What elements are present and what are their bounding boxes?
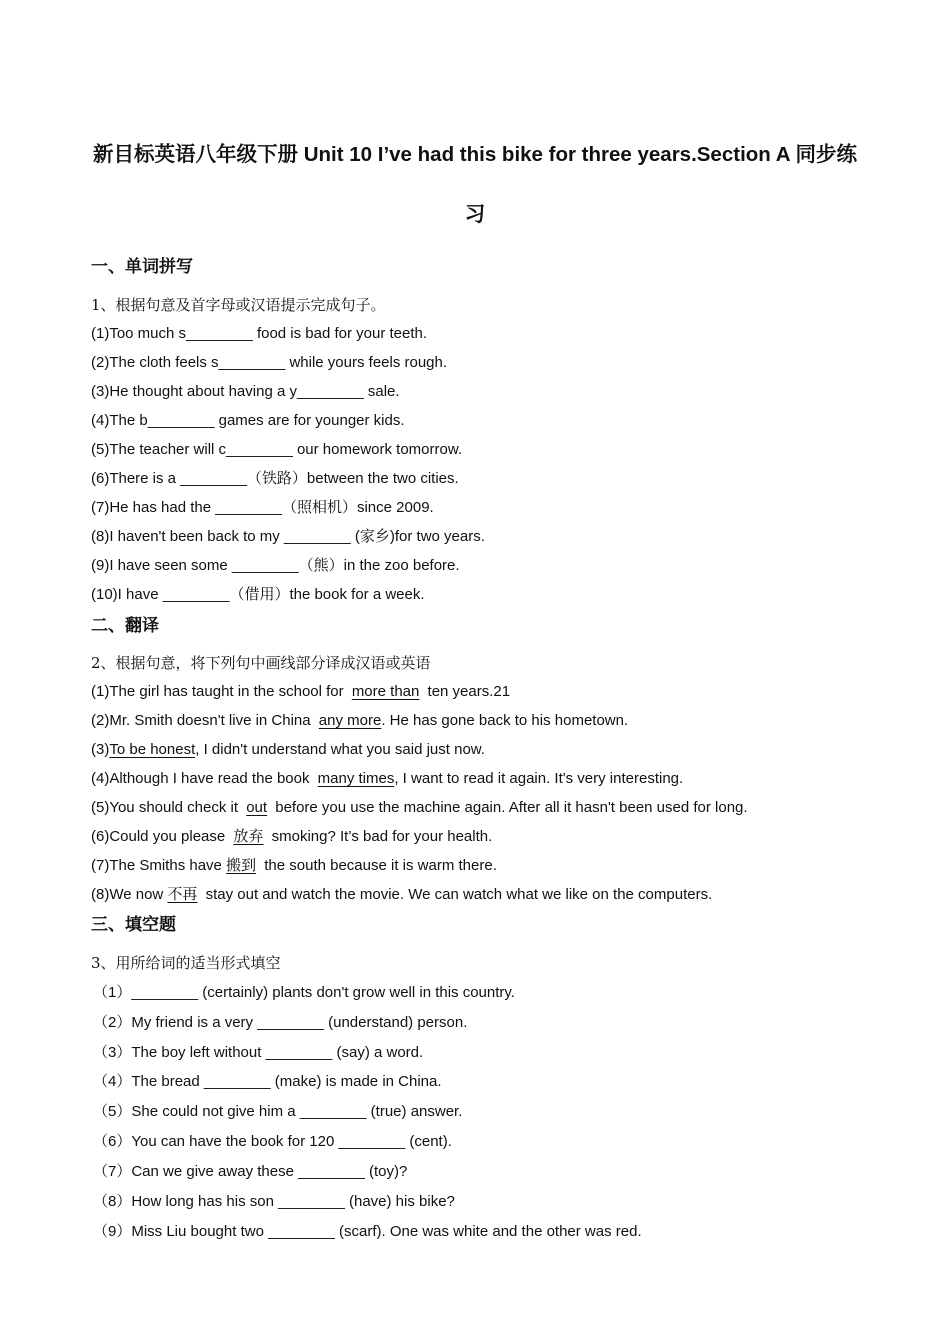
translation-item (91, 740, 485, 760)
sentence-text: smoking? It’s bad for your health. (267, 828, 493, 845)
fill-blank-item: （2）My friend is a very ________ (understand) person. (93, 1014, 468, 1031)
translation-item (91, 885, 712, 905)
sentence-text: (4)Although I have read the book (91, 770, 314, 787)
fill-blank-item: （6）You can have the book for 120 ________ (cent). (93, 1133, 452, 1150)
sentence-text: the south because it is warm there. (260, 857, 497, 874)
sentence-text: , I didn't understand what you said just now. (195, 741, 485, 758)
sentence-text: (5)You should check it (91, 799, 243, 816)
underlined-phrase: 搬到 (226, 857, 257, 874)
fill-blank-item: （1）________ (certainly) plants don't grow well in this country. (93, 984, 515, 1001)
underlined-phrase: 不再 (167, 886, 198, 903)
sentence-text: (3) (91, 741, 110, 758)
document-title-continued: 习 (464, 203, 486, 226)
underlined-phrase: To be honest (109, 741, 196, 758)
sentence-text: . He has gone back to his hometown. (381, 712, 629, 729)
translation-item (91, 711, 628, 731)
fill-blank-item: （5）She could not give him a ________ (true) answer. (93, 1103, 463, 1120)
sentence-text: (8)We now (91, 886, 168, 903)
question-item: (10)I have ________（借用）the book for a week. (91, 586, 425, 603)
sentence-text: (6)Could you please (91, 828, 230, 845)
underlined-phrase: many times (317, 770, 395, 787)
translation-item (91, 682, 510, 702)
question-item: (2)The cloth feels s________ while yours feels rough. (91, 354, 448, 371)
section-instruction: 2、根据句意，将下列句中画线部分译成汉语或英语 (91, 654, 431, 672)
question-item: (9)I have seen some ________（熊）in the zoo before. (91, 557, 460, 574)
underlined-phrase: any more (318, 712, 382, 729)
underlined-phrase: out (246, 799, 268, 816)
question-item: (8)I haven't been back to my ________ (家乡)for two years. (91, 528, 485, 545)
fill-blank-item: （7）Can we give away these ________ (toy)? (93, 1163, 408, 1180)
question-item: (3)He thought about having a y________ sale. (91, 383, 400, 400)
translation-item (91, 798, 748, 818)
underlined-phrase: 放弃 (233, 828, 264, 845)
question-item: (6)There is a ________（铁路）between the two cities. (91, 470, 459, 487)
section-instruction: 3、用所给词的适当形式填空 (91, 954, 281, 972)
document-title: 新目标英语八年级下册 Unit 10 I’ve had this bike for three years.Section A 同步练 (93, 143, 857, 166)
section-heading: 一、单词拼写 (91, 257, 193, 276)
fill-blank-item: （4）The bread ________ (make) is made in China. (93, 1073, 442, 1090)
sentence-text: (7)The Smiths have (91, 857, 227, 874)
translation-item (91, 769, 683, 789)
section-heading: 三、填空题 (91, 915, 176, 934)
question-item: (7)He has had the ________（照相机）since 2009. (91, 499, 434, 516)
sentence-text: (1)The girl has taught in the school for (91, 683, 348, 700)
question-item: (5)The teacher will c________ our homework tomorrow. (91, 441, 463, 458)
sentence-text: , I want to read it again. It's very interesting. (394, 770, 684, 787)
fill-blank-item: （8）How long has his son ________ (have) his bike? (93, 1193, 455, 1210)
question-item: (1)Too much s________ food is bad for your teeth. (91, 325, 428, 342)
translation-item (91, 827, 492, 847)
sentence-text: ten years.21 (423, 683, 511, 700)
fill-blank-item: （9）Miss Liu bought two ________ (scarf). One was white and the other was red. (93, 1223, 642, 1240)
translation-item (91, 856, 497, 876)
question-item: (4)The b________ games are for younger kids. (91, 412, 405, 429)
underlined-phrase: more than (351, 683, 420, 700)
sentence-text: stay out and watch the movie. We can watch what we like on the computers. (201, 886, 713, 903)
fill-blank-item: （3）The boy left without ________ (say) a word. (93, 1044, 424, 1061)
sentence-text: before you use the machine again. After all it hasn't been used for long. (271, 799, 748, 816)
sentence-text: (2)Mr. Smith doesn't live in China (91, 712, 315, 729)
section-heading: 二、翻译 (91, 616, 159, 635)
section-instruction: 1、根据句意及首字母或汉语提示完成句子。 (91, 296, 386, 314)
